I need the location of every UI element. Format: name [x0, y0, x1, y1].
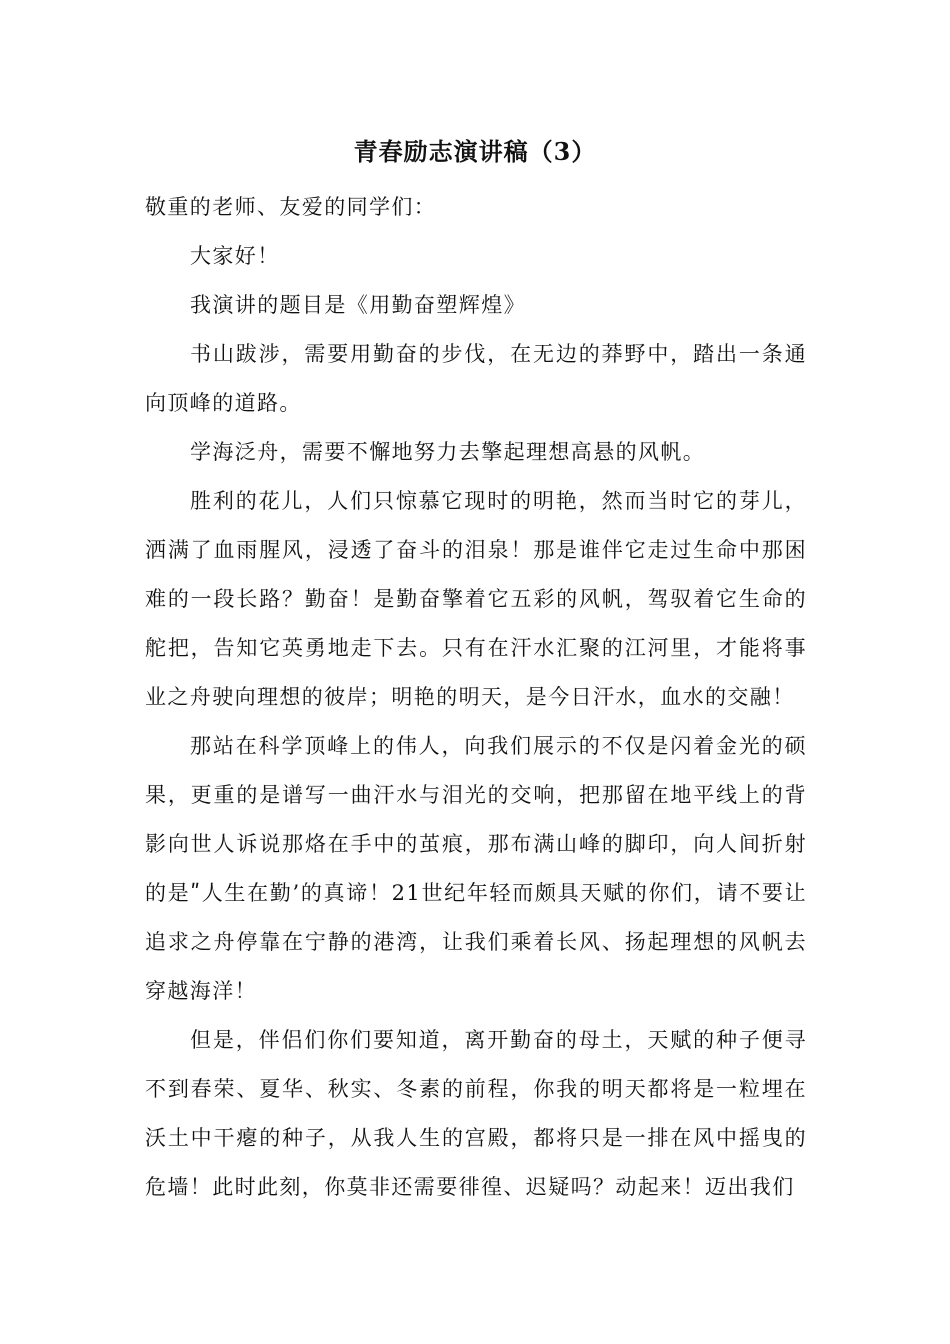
- greeting: 大家好！: [190, 244, 280, 268]
- document-title: 青春励志演讲稿（3）: [353, 137, 597, 166]
- paragraph: 胜利的花儿，人们只惊慕它现时的明艳，然而当时它的芽儿，洒满了血雨腥风，浸透了奋斗的泪泉！那是谁伴它走过生命中那困难的一段长路？勤奋！是勤奋擎着它五彩的风帆，驾驭着它生命的舵把，告知它英勇地走下去。只有在汗水汇聚的江河里，才能将事业之舟驶向理想的彼岸；明艳的明天，是今日汗水，血水的交融！: [145, 489, 807, 709]
- paragraph: 书山跋涉，需要用勤奋的步伐，在无边的莽野中，踏出一条通向顶峰的道路。: [145, 342, 807, 415]
- paragraph: 学海泛舟，需要不懈地努力去擎起理想高悬的风帆。: [190, 440, 706, 464]
- salutation: 敬重的老师、友爱的同学们：: [145, 195, 437, 219]
- paragraph: 但是，伴侣们你们要知道，离开勤奋的母土，天赋的种子便寻不到春荣、夏华、秋实、冬素的前程，你我的明天都将是一粒埋在沃土中干瘪的种子，从我人生的宫殿，都将只是一排在风中摇曳的危墙！此时此刻，你莫非还需要徘徨、迟疑吗？动起来！迈出我们: [145, 1028, 807, 1199]
- paragraph: 那站在科学顶峰上的伟人，向我们展示的不仅是闪着金光的硕果，更重的是谱写一曲汗水与泪光的交响，把那留在地平线上的背影向世人诉说那烙在手中的茧痕，那布满山峰的脚印，向人间折射的是ʺ人生在勤’的真谛！21世纪年轻而颇具天赋的你们，请不要让追求之舟停靠在宁静的港湾，让我们乘着长风、扬起理想的风帆去穿越海洋！: [145, 734, 807, 1003]
- speech-topic: 我演讲的题目是《用勤奋塑辉煌》: [190, 293, 526, 317]
- document-body: [145, 183, 807, 1212]
